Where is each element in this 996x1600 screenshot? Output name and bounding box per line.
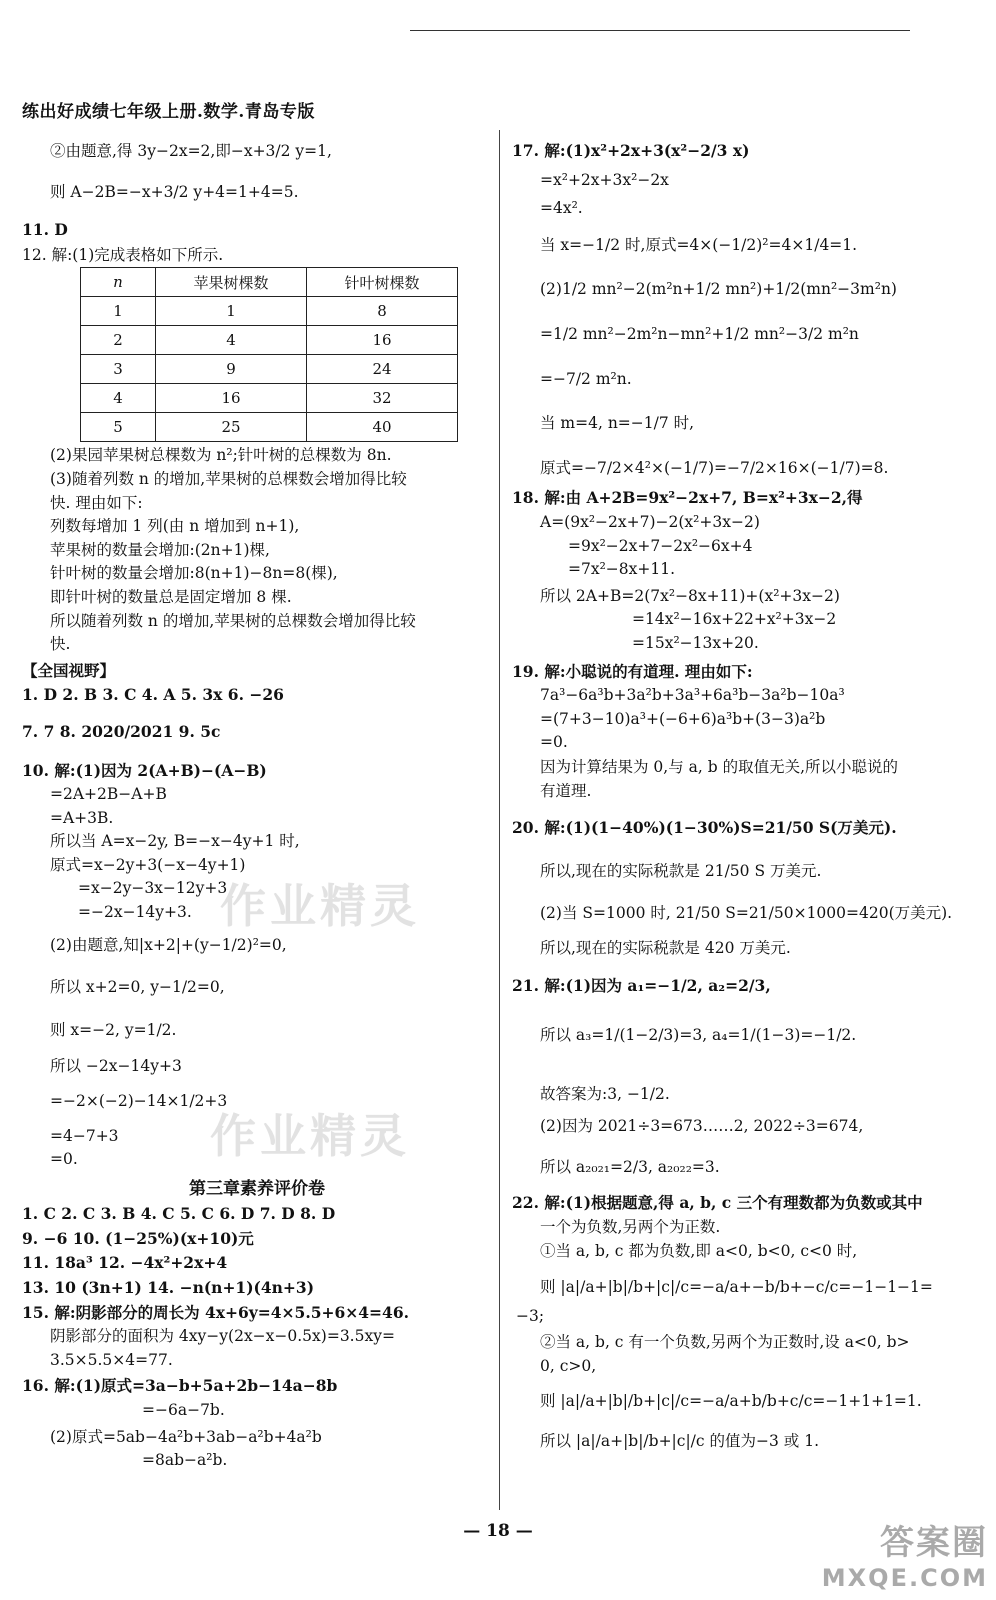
text-line: 当 x=−1/2 时,原式=4×(−1/2)²=4×1/4=1. (540, 235, 858, 254)
column-divider (499, 130, 500, 1510)
text-line: 所以,现在的实际税款是 21/50 S 万美元. (540, 861, 822, 880)
text-line: 苹果树的数量会增加:(2n+1)棵, (50, 540, 270, 559)
answer-line: 1. D 2. B 3. C 4. A 5. 3x 6. −26 (22, 685, 284, 705)
table-cell: 4 (81, 384, 156, 413)
table-cell: 25 (156, 413, 307, 442)
table-cell: 5 (81, 413, 156, 442)
text-line: =14x²−16x+22+x²+3x−2 (632, 610, 837, 629)
right-column (512, 140, 992, 1451)
text-line: ①当 a, b, c 都为负数,即 a<0, b<0, c<0 时, (540, 1241, 858, 1260)
table-header-row (81, 268, 458, 297)
text-line: 所以 |a|/a+|b|/b+|c|/c 的值为−3 或 1. (540, 1432, 820, 1451)
table-cell: 9 (156, 355, 307, 384)
text-line: (2)由题意,知|x+2|+(y−1/2)²=0, (50, 935, 287, 954)
text-line: 快. 理由如下: (50, 493, 143, 512)
text-line: ②由题意,得 3y−2x=2,即−x+3/2 y=1, (50, 142, 332, 160)
q17-line: 17. 解:(1)x²+2x+3(x²−2/3 x) (512, 141, 750, 160)
text-line: =A+3B. (50, 808, 114, 827)
watermark-text: 作业精灵 (210, 1109, 410, 1163)
text-line: ②当 a, b, c 有一个负数,另两个为正数时,设 a<0, b> (540, 1333, 910, 1352)
text-line: (2)因为 2021÷3=673……2, 2022÷3=674, (540, 1117, 864, 1136)
text-line: =−2×(−2)−14×1/2+3 (50, 1092, 228, 1111)
table-header-cell: 针叶树棵数 (307, 268, 458, 297)
text-line: 因为计算结果为 0,与 a, b 的取值无关,所以小聪说的 (540, 757, 899, 776)
table-row (81, 384, 458, 413)
text-line: 则 |a|/a+|b|/b+|c|/c=−a/a+b/b+c/c=−1+1+1=1. (540, 1391, 922, 1410)
text-line: 原式=x−2y+3(−x−4y+1) (50, 855, 246, 874)
text-line: (2)当 S=1000 时, 21/50 S=21/50×1000=420(万美元). (540, 904, 953, 923)
text-line: 针叶树的数量会增加:8(n+1)−8n=8(棵), (50, 564, 338, 583)
q10-line: 10. 解:(1)因为 2(A+B)−(A−B) (22, 760, 267, 780)
table-cell: 4 (156, 326, 307, 355)
text-line: =4x². (540, 199, 583, 218)
text-line: =1/2 mn²−2m²n−mn²+1/2 mn²−3/2 m²n (540, 324, 859, 343)
tree-count-table (80, 267, 458, 442)
text-line: 0, c>0, (540, 1356, 597, 1375)
text-line: 则 |a|/a+|b|/b+|c|/c=−a/a+−b/b+−c/c=−1−1−1= (540, 1278, 933, 1297)
text-line: =9x²−2x+7−2x²−6x+4 (568, 536, 753, 555)
answer-line: 7. 7 8. 2020/2021 9. 5c (22, 721, 221, 741)
chapter-title: 第三章素养评价卷 (189, 1178, 325, 1199)
q19-line: 19. 解:小聪说的有道理. 理由如下: (512, 661, 753, 681)
table-cell: 2 (81, 326, 156, 355)
text-line: =7x²−8x+11. (568, 560, 676, 579)
text-line: =x²+2x+3x²−2x (540, 170, 669, 189)
text-line: (3)随着列数 n 的增加,苹果树的总棵数会增加得比较 (50, 469, 407, 488)
text-line: 则 x=−2, y=1/2. (50, 1020, 177, 1039)
table-cell: 16 (307, 326, 458, 355)
text-line: =−7/2 m²n. (540, 369, 632, 388)
q22-line: 22. 解:(1)根据题意,得 a, b, c 三个有理数都为负数或其中 (512, 1193, 923, 1213)
text-line: =8ab−a²b. (142, 1451, 228, 1470)
q20-line: 20. 解:(1)(1−40%)(1−30%)S=21/50 S(万美元). (512, 818, 897, 838)
table-cell: 3 (81, 355, 156, 384)
answer-11: 11. D (22, 220, 68, 240)
answer-line: 1. C 2. C 3. B 4. C 5. C 6. D 7. D 8. D (22, 1204, 336, 1224)
text-line: 列数每增加 1 列(由 n 增加到 n+1), (50, 517, 300, 536)
q15-line: 15. 解:阴影部分的周长为 4x+6y=4×5.5+6×4=46. (22, 1302, 410, 1322)
q16-line: 16. 解:(1)原式=3a−b+5a+2b−14a−8b (22, 1376, 338, 1396)
table-cell: 1 (81, 297, 156, 326)
text-line: =0. (50, 1150, 78, 1169)
text-line: 一个为负数,另两个为正数. (540, 1218, 721, 1236)
table-header-cell: n (81, 268, 156, 297)
text-line: 7a³−6a³b+3a²b+3a³+6a³b−3a²b−10a³ (540, 686, 845, 705)
text-line: 所以 a₂₀₂₁=2/3, a₂₀₂₂=3. (540, 1157, 720, 1176)
table-row (81, 326, 458, 355)
text-line: =−2x−14y+3. (78, 903, 192, 922)
text-line: 所以 2A+B=2(7x²−8x+11)+(x²+3x−2) (540, 586, 840, 605)
text-line: 原式=−7/2×4²×(−1/7)=−7/2×16×(−1/7)=8. (540, 458, 889, 477)
text-line: 即针叶树的数量总是固定增加 8 棵. (50, 587, 292, 606)
q21-line: 21. 解:(1)因为 a₁=−1/2, a₂=2/3, (512, 976, 771, 996)
text-line: =2A+2B−A+B (50, 785, 167, 804)
watermark-text: 作业精灵 (220, 879, 420, 933)
text-line: =(7+3−10)a³+(−6+6)a³b+(3−3)a²b (540, 709, 826, 728)
text-line: 当 m=4, n=−1/7 时, (540, 414, 695, 433)
text-line: A=(9x²−2x+7)−2(x²+3x−2) (540, 512, 760, 531)
q18-line: 18. 解:由 A+2B=9x²−2x+7, B=x²+3x−2,得 (512, 488, 863, 508)
table-cell: 40 (307, 413, 458, 442)
text-line: 所以 a₃=1/(1−2/3)=3, a₄=1/(1−3)=−1/2. (540, 1026, 857, 1045)
text-line: =4−7+3 (50, 1126, 119, 1145)
table-cell: 16 (156, 384, 307, 413)
text-line: −3; (516, 1306, 545, 1325)
text-line: (2)原式=5ab−4a²b+3ab−a²b+4a²b (50, 1427, 322, 1446)
answer-line: 13. 10 (3n+1) 14. −n(n+1)(4n+3) (22, 1277, 315, 1297)
page-header: 练出好成绩七年级上册.数学.青岛专版 (22, 102, 315, 122)
text-line: =15x²−13x+20. (632, 633, 759, 652)
text-line: =0. (540, 733, 568, 752)
logo-line-1: 答案圈 (880, 1523, 988, 1563)
text-line: 故答案为:3, −1/2. (540, 1084, 670, 1103)
text-line: =−6a−7b. (142, 1400, 225, 1419)
text-line: 3.5×5.5×4=77. (50, 1350, 173, 1369)
page-number: — 18 — (463, 1521, 533, 1541)
text-line: (2)1/2 mn²−2(m²n+1/2 mn²)+1/2(mn²−3m²n) (540, 280, 897, 299)
text-line: 所以,现在的实际税款是 420 万美元. (540, 938, 791, 957)
text-line: 所以 −2x−14y+3 (50, 1057, 182, 1076)
q12-intro: 12. 解:(1)完成表格如下所示. (22, 245, 224, 264)
text-line: (2)果园苹果树总棵数为 n²;针叶树的总棵数为 8n. (50, 446, 392, 465)
top-rule (410, 30, 910, 31)
text-line: 所以 x+2=0, y−1/2=0, (50, 978, 225, 997)
left-column (22, 140, 492, 1470)
table-row (81, 355, 458, 384)
text-line: 有道理. (540, 782, 592, 801)
section-heading: 【全国视野】 (22, 660, 116, 680)
logo-line-2: MXQE.COM (821, 1564, 988, 1592)
answer-line: 9. −6 10. (1−25%)(x+10)元 (22, 1228, 254, 1248)
table-cell: 1 (156, 297, 307, 326)
table-cell: 24 (307, 355, 458, 384)
answer-line: 11. 18a³ 12. −4x²+2x+4 (22, 1253, 228, 1273)
table-cell: 32 (307, 384, 458, 413)
table-row (81, 413, 458, 442)
text-line: 阴影部分的面积为 4xy−y(2x−x−0.5x)=3.5xy= (50, 1327, 395, 1346)
table-cell: 8 (307, 297, 458, 326)
table-row (81, 297, 458, 326)
table-header-cell: 苹果树棵数 (156, 268, 307, 297)
text-line: 快. (50, 635, 71, 654)
text-line: 则 A−2B=−x+3/2 y+4=1+4=5. (50, 182, 299, 201)
text-line: 所以随着列数 n 的增加,苹果树的总棵数会增加得比较 (50, 611, 416, 630)
site-logo (822, 1515, 988, 1592)
text-line: =x−2y−3x−12y+3 (78, 879, 228, 898)
text-line: 所以当 A=x−2y, B=−x−4y+1 时, (50, 832, 300, 851)
